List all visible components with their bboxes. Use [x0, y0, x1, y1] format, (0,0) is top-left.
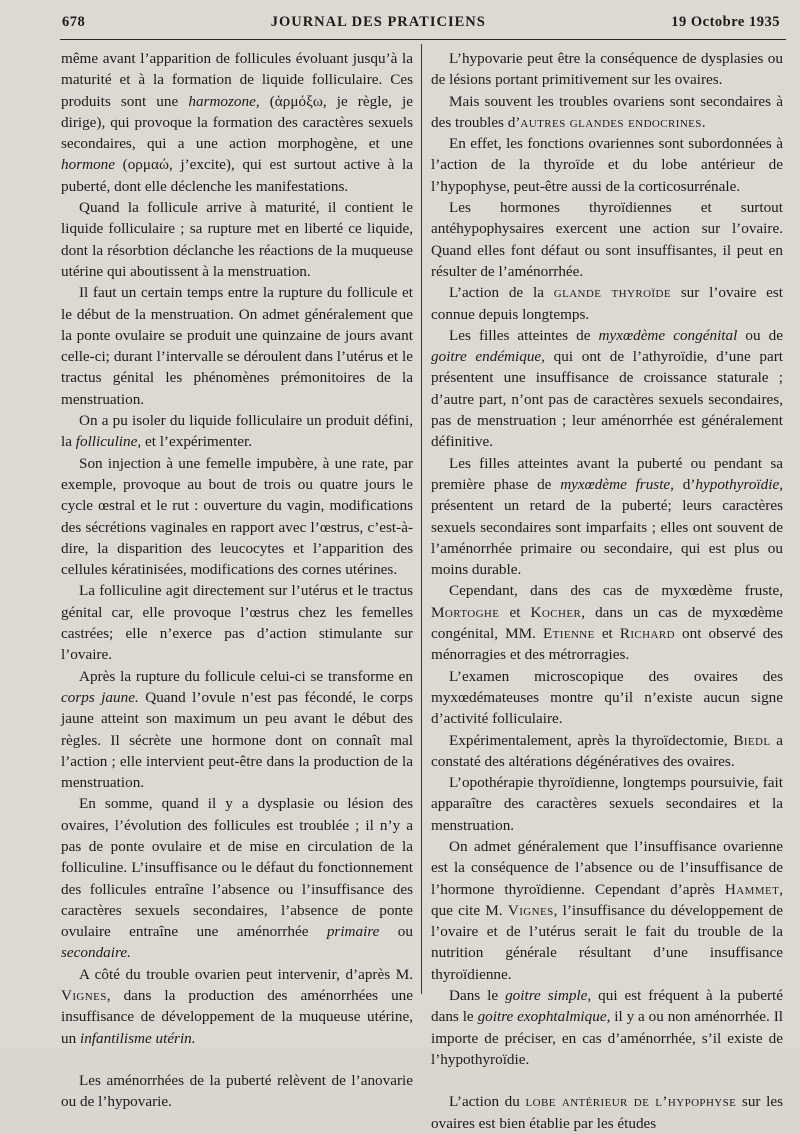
- paragraph: [61, 48, 413, 197]
- italic-term: myxœdème congénital: [598, 326, 738, 344]
- paragraph: [61, 1070, 413, 1113]
- paragraph: [61, 793, 413, 963]
- paragraph-text: On admet généralement que l’insuffisance ovarienne est la conséquence de l’absence ou de l’insuffisance de l’hormone thyroïdienne. Cependant d’après: [431, 837, 783, 898]
- italic-term: goitre simple,: [505, 987, 592, 1005]
- paragraph-text: (ορμαώ, j’excite), qui est surtout active à la puberté, dont elle déclenche les manifestations.: [61, 156, 413, 195]
- paragraph-text: L’action de la: [449, 284, 554, 302]
- paragraph: [431, 580, 783, 665]
- paragraph-text: , l’insuffisance du développement de l’ovaire et de l’utérus serait le fait du trouble de la nutrition générale résultant d’une insuffisance thyroïdienne.: [431, 901, 783, 983]
- italic-term: goitre endémique,: [431, 348, 545, 366]
- italic-term: primaire: [326, 923, 380, 941]
- small-caps-name: lobe antérieur de l’hypophyse: [525, 1093, 737, 1111]
- paragraph: [61, 580, 413, 665]
- paragraph-text: ont observé des ménorragies et des métrorragies.: [431, 625, 783, 664]
- paragraph: [431, 197, 783, 282]
- paragraph: [431, 91, 783, 134]
- paragraph: [431, 772, 783, 836]
- small-caps-name: Vignes: [507, 901, 554, 919]
- paragraph-text: On a pu isoler du liquide folliculaire un produit défini, la: [61, 412, 413, 451]
- paragraph-text: sur les ovaires est bien établie par les études: [431, 1093, 783, 1132]
- paragraph-text: Quand la follicule arrive à maturité, il contient le liquide folliculaire ; sa rupture met en liberté ce liquide, dont la résorbtion déclanche les réactions de la muqueuse utérine qui aboutissent à la menstruation.: [61, 199, 413, 280]
- page-number: 678: [62, 14, 86, 30]
- paragraph-text: Après la rupture du follicule celui-ci se transforme en: [79, 667, 413, 685]
- paragraph: [61, 197, 413, 282]
- small-caps-name: Hammet: [724, 880, 780, 898]
- paragraph-text: Expérimentalement, après la thyroïdectomie,: [449, 731, 734, 749]
- paragraph-text: , dans un cas de myxœdème congénital, MM.: [431, 603, 783, 643]
- paragraph-text: Mais souvent les troubles ovariens sont secondaires à des troubles d’: [431, 92, 783, 131]
- paragraph-text: même avant l’apparition de follicules évoluant jusqu’à la maturité et à la formation de liquide folliculaire. Ces produits sont une: [61, 50, 413, 110]
- paragraph-text: Les filles atteintes de: [449, 326, 599, 344]
- paragraph-text: qui ont de l’athyroïdie, d’une part présentent une insuffisance de croissance staturale ; d’autre part, n’ont pas de caractères sexuels secondaires, pas de menstruation ; leur aménorrhée est généralement définitive.: [431, 348, 783, 451]
- paragraph-text: En effet, les fonctions ovariennes sont subordonnées à l’action de la thyroïde et du lobe antérieur de l’hypophyse, peut-être aussi de la corticosurrénale.: [431, 135, 783, 195]
- italic-term: secondaire.: [61, 944, 131, 962]
- paragraph: [431, 1091, 783, 1134]
- paragraph-text: A côté du trouble ovarien peut intervenir, d’après M.: [79, 965, 413, 983]
- paragraph-text: L’hypovarie peut être la conséquence de dysplasies ou de lésions portant primitivement sur les ovaires.: [431, 50, 783, 89]
- small-caps-name: Mortoghe: [431, 603, 500, 621]
- paragraph-text: et: [499, 603, 531, 621]
- italic-term: hormone: [61, 156, 115, 174]
- journal-title: JOURNAL DES PRATICIENS: [270, 14, 486, 30]
- paragraph: [431, 985, 783, 1070]
- issue-date: 19 Octobre 1935: [671, 14, 780, 30]
- paragraph-text: Son injection à une femelle impubère, à une rate, par exemple, provoque au bout de trois ou quatre jours le cycle œstral et le rut : ouverture du vagin, modifications des sécrétions vaginales en rapport avec l’œstrus, c’est-à-dire, la disparition des leucocytes et l’apparition des cellules kératinisées, modifications des cornes utérines.: [61, 454, 413, 579]
- paragraph-text: La folliculine agit directement sur l’utérus et le tractus génital car, elle provoque l’œstrus chez les femelles castrées; elle n’exerce pas d’action stimulante sur l’ovaire.: [61, 582, 413, 664]
- italic-term: goitre exophtalmique,: [477, 1008, 611, 1026]
- paragraph: [61, 282, 413, 410]
- paragraph-text: et: [594, 625, 620, 643]
- small-caps-name: Etienne: [542, 625, 595, 643]
- paragraph-text: (ἁρμόξω, je règle, je dirige), qui provoque la formation des caractères sexuels secondaires, qui a une action morphogène, et une: [61, 92, 414, 153]
- paragraph: [61, 666, 413, 794]
- paragraph: [431, 133, 783, 197]
- paragraph-text: Il faut un certain temps entre la rupture du follicule et le début de la menstruation. On admet généralement que la ponte ovulaire se produit une quinzaine de jours avant celle-ci; durant l’intervalle se déroulent dans l’utérus et le tractus génital les phénomènes prémonitoires de la menstruation.: [61, 284, 413, 408]
- paragraph-text: et l’expérimenter.: [141, 433, 253, 451]
- paragraph-text: qui est fréquent à la puberté dans le: [431, 987, 783, 1026]
- paragraph: [431, 453, 783, 581]
- paragraph: [431, 48, 783, 91]
- paragraph: [61, 453, 413, 581]
- paragraph-text: d’: [673, 475, 696, 493]
- paragraph: [61, 410, 413, 453]
- italic-term: folliculine,: [75, 433, 142, 451]
- italic-term: harmozone,: [188, 92, 260, 110]
- paragraph-text: il y a ou non aménorrhée. Il importe de préciser, en cas d’aménorrhée, s’il existe de l’hypothyroïdie.: [431, 1008, 783, 1068]
- small-caps-name: Richard: [619, 625, 675, 643]
- paragraph-text: Dans le: [449, 987, 506, 1005]
- small-caps-name: Biedl: [733, 731, 771, 749]
- paragraph-text: Les filles atteintes avant la puberté ou pendant sa première phase de: [431, 454, 783, 493]
- paragraph-text: ou de: [737, 326, 783, 344]
- paragraph-text: ou: [379, 923, 413, 941]
- small-caps-name: glande thyroïde: [553, 284, 671, 302]
- paragraph-text: Les hormones thyroïdiennes et surtout antéhypophysaires exercent une action sur l’ovaire. Quand elles font défaut ou sont insuffisantes, il peut en résulter de l’aménorrhée.: [431, 199, 783, 280]
- italic-term: hypothyroïdie,: [695, 475, 783, 493]
- paragraph-text: En somme, quand il y a dysplasie ou lésion des ovaires, l’évolution des follicules est troublée ; il n’y a pas de ponte ovulaire et de mise en circulation de la folliculine. L’insuffisance ou le défaut du fonctionnement des follicules entraîne l’absence ou l’insuffisance des caractères sexuels secondaires, l’absence de ponte ovulaire entraîne une aménorrhée: [61, 795, 413, 941]
- running-header: [62, 14, 780, 38]
- paragraph: [431, 325, 783, 453]
- italic-term: corps jaune.: [61, 688, 139, 706]
- paragraph-text: Quand l’ovule n’est pas fécondé, le corps jaune atteint son maximum un peu avant le début des règles. Il sécrète une hormone dont on connaît mal l’action ; elle intervient peut-être dans la production de la menstruation.: [61, 688, 413, 792]
- italic-term: myxœdème fruste,: [560, 475, 674, 493]
- paragraph-text: présentent un retard de la puberté; leurs caractères sexuels secondaires sont imparfaits ; elles ont souvent de l’aménorrhée primaire ou secondaire, qui est plus ou moins durable.: [431, 497, 783, 579]
- paragraph: [431, 730, 783, 773]
- paragraph-text: .: [701, 113, 706, 131]
- paragraph: [431, 836, 783, 985]
- small-caps-name: autres glandes endocrines: [520, 113, 702, 131]
- paragraph-text: Les aménorrhées de la puberté relèvent de l’anovarie ou de l’hypovarie.: [61, 1071, 413, 1111]
- column-divider: [421, 44, 422, 994]
- paragraph-text: , dans la production des aménorrhées une insuffisance de développement de la muqueuse utérine, un: [61, 987, 413, 1047]
- paragraph-text: L’examen microscopique des ovaires des myxœdémateuses montre qu’il n’existe aucun signe d’activité folliculaire.: [431, 667, 783, 728]
- right-column: [431, 48, 783, 1134]
- small-caps-name: Kocher: [530, 603, 582, 621]
- small-caps-name: Vignes: [61, 987, 107, 1005]
- header-rule: [60, 39, 786, 40]
- paragraph-text: L’action du: [449, 1093, 526, 1111]
- italic-term: infantilisme utérin.: [79, 1029, 196, 1047]
- paragraph-text: L’opothérapie thyroïdienne, longtemps poursuivie, fait apparaître des caractères sexuels secondaires et la menstruation.: [431, 774, 783, 834]
- paragraph: [61, 964, 413, 1049]
- paragraph: [431, 666, 783, 730]
- paragraph-text: Cependant, dans des cas de myxœdème fruste,: [449, 582, 783, 600]
- paragraph-text: , que cite M.: [431, 880, 783, 919]
- paragraph: [431, 282, 783, 325]
- paragraph-text: sur l’ovaire est connue depuis longtemps.: [431, 284, 784, 323]
- left-column: [61, 48, 413, 1113]
- paragraph-text: a constaté des altérations dégénératives des ovaires.: [431, 731, 783, 770]
